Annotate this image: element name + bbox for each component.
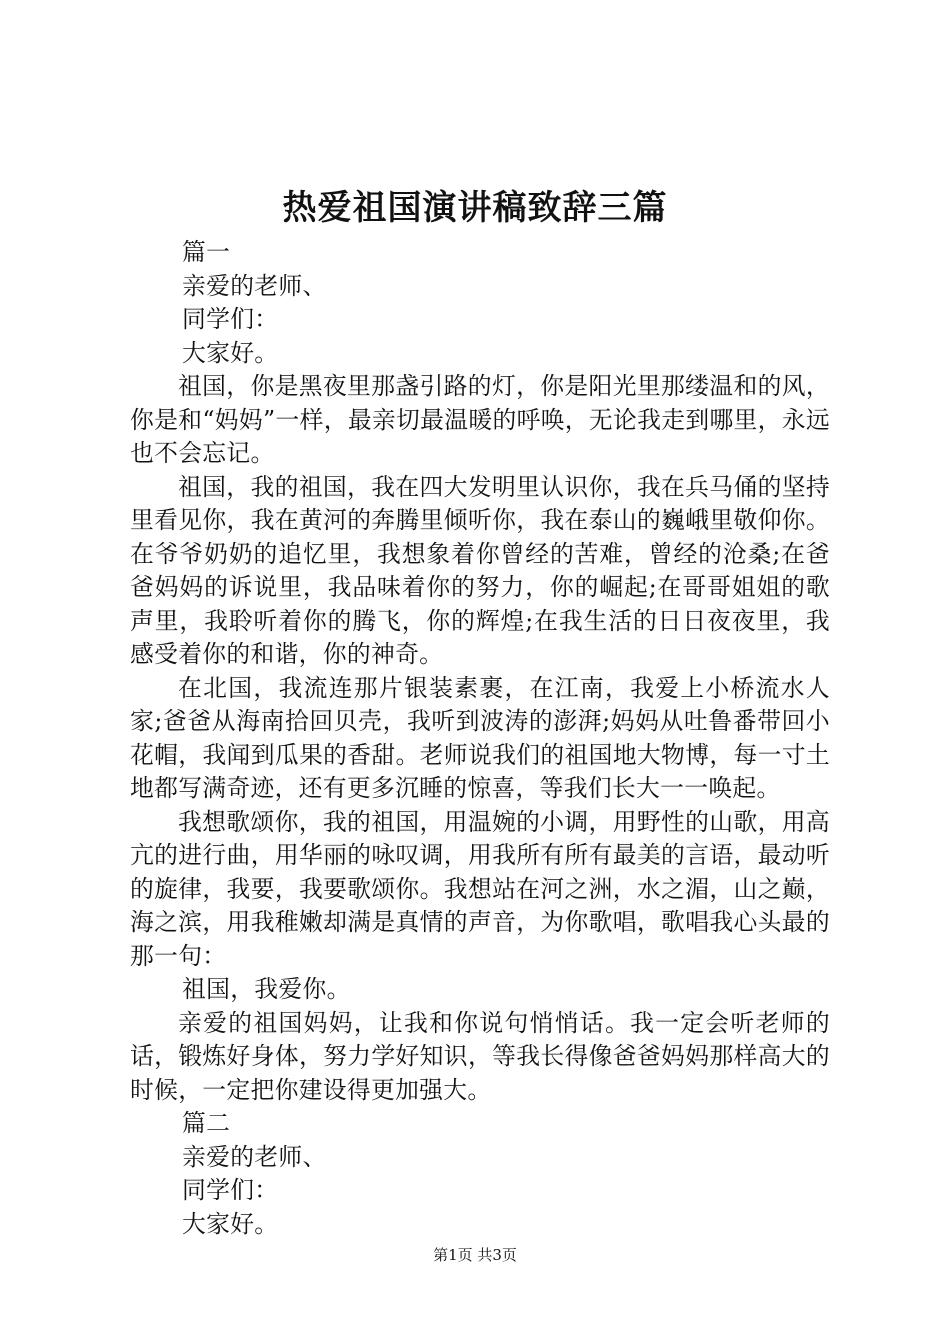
section-heading-1: 篇一 [182,238,231,266]
salutation-students-1: 同学们： [182,305,279,333]
paragraph: 在北国，我流连那片银装素裹，在江南，我爱上小桥流水人家;爸爸从海南拾回贝壳，我听到波涛的澎湃;妈妈从吐鲁番带回小花帽，我闻到瓜果的香甜。老师说我们的祖国地大物博，每一寸土地都写满奇迹，还有更多沉睡的惊喜，等我们长大一一唤起。 [130,673,830,802]
salutation-teachers-1: 亲爱的老师、 [182,271,327,300]
salutation-teachers-2: 亲爱的老师、 [182,1142,327,1171]
paragraph: 祖国，我的祖国，我在四大发明里认识你，我在兵马俑的坚持里看见你，我在黄河的奔腾里倾听你，我在泰山的巍峨里敬仰你。在爷爷奶奶的追忆里，我想象着你曾经的苦难，曾经的沧桑;在爸爸妈妈的诉说里，我品味着你的努力，你的崛起;在哥哥姐姐的歌声里，我聆听着你的腾飞，你的辉煌;在我生活的日日夜夜里，我感受着你的和谐，你的神奇。 [130,472,830,668]
salutation-students-2: 同学们： [182,1176,279,1204]
paragraph: 祖国，你是黑夜里那盏引路的灯，你是阳光里那缕温和的风，你是和“妈妈”一样，最亲切最温暖的呼唤，无论我走到哪里，永远也不会忘记。 [130,372,830,467]
greeting-2: 大家好。 [182,1209,279,1238]
document-body [130,236,830,1241]
document-title: 热爱祖国演讲稿致辞三篇 [282,188,668,228]
paragraph: 祖国，我爱你。 [182,975,351,1003]
paragraph: 我想歌颂你，我的祖国，用温婉的小调，用野性的山歌，用高亢的进行曲，用华丽的咏叹调，用我所有所有最美的言语，最动听的旋律，我要，我要歌颂你。我想站在河之洲，水之湄，山之巅，海之滨，用我稚嫩却满是真情的声音，为你歌唱，歌唱我心头最的那一句： [130,807,830,970]
paragraph: 亲爱的祖国妈妈，让我和你说句悄悄话。我一定会听老师的话，锻炼好身体，努力学好知识，等我长得像爸爸妈妈那样高大的时候，一定把你建设得更加强大。 [130,1008,830,1104]
greeting-1: 大家好。 [182,338,279,367]
page-number: 第1页 共3页 [433,1246,517,1264]
section-heading-2: 篇二 [182,1109,231,1137]
